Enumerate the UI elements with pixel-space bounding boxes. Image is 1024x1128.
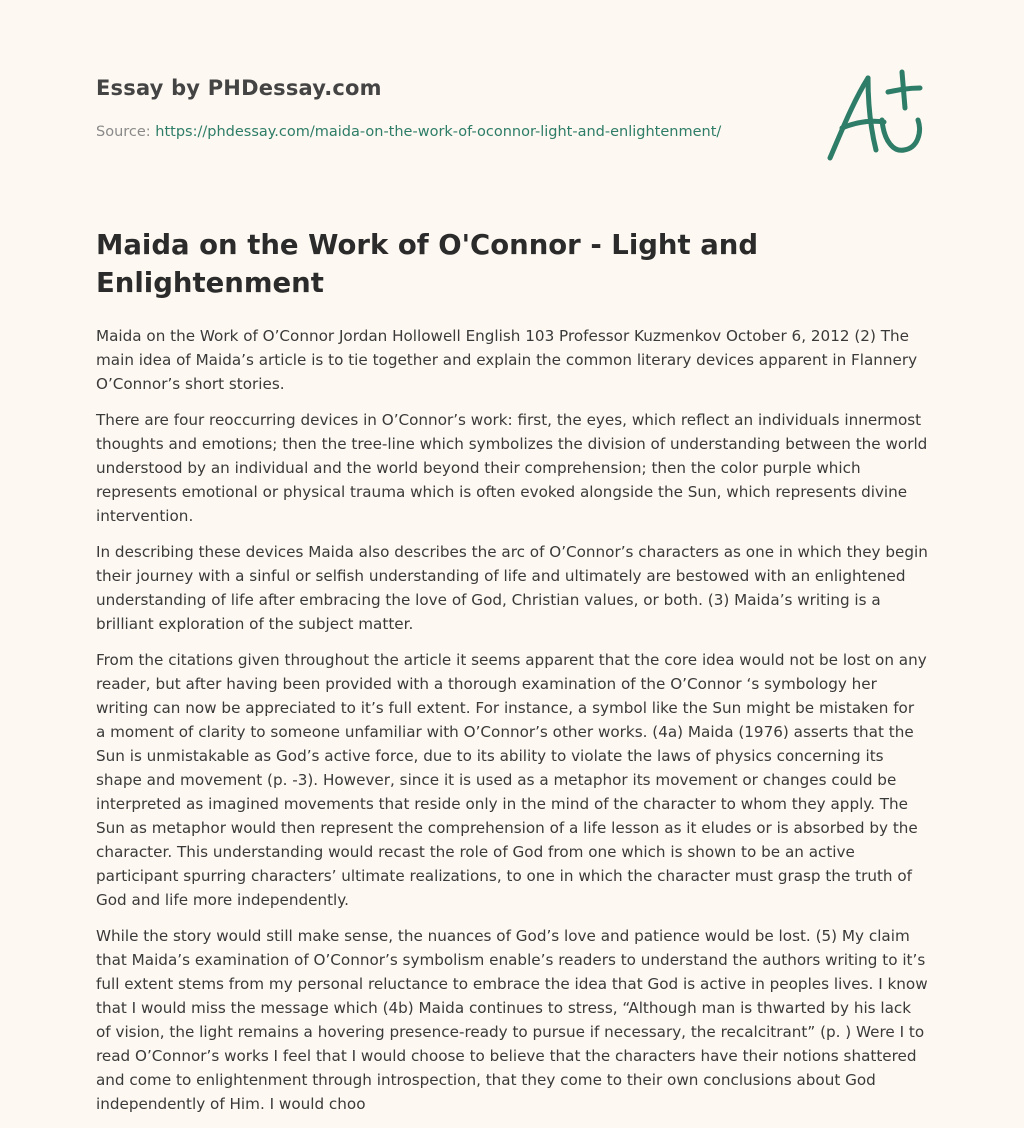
source-label: Source:: [96, 124, 156, 140]
article-body: [96, 324, 928, 1128]
article-paragraph: In describing these devices Maida also describes the arc of O’Connor’s characters as one in which they begin their journey with a sinful or selfish understanding of life and ultimately are bestowed with an enlightened understanding of life after embracing the love of God, Christian values, or both. (3) Maida’s writing is a brilliant exploration of the subject matter.: [96, 543, 928, 633]
source-link[interactable]: https://phdessay.com/maida-on-the-work-of-oconnor-light-and-enlightenment/: [155, 124, 722, 140]
article-paragraph: From the citations given throughout the article it seems apparent that the core idea would not be lost on any reader, but after having been provided with a thorough examination of the O’Connor ‘s symbology her writing can now be appreciated to it’s full extent. For instance, a symbol like the Sun might be mistaken for a moment of clarity to someone unfamiliar with O’Connor’s other works. (4a) Maida (1976) asserts that the Sun is unmistakable as God’s active force, due to its ability to violate the laws of physics concerning its shape and movement (p. -3). However, since it is used as a metaphor its movement or changes could be interpreted as imagined movements that reside only in the mind of the character to whom they apply. The Sun as metaphor would then represent the comprehension of a life lesson as it eludes or is absorbed by the character. This understanding would recast the role of God from one which is shown to be an active participant spurring characters’ ultimate realizations, to one in which the character must grasp the truth of God and life more independently.: [96, 651, 927, 909]
article-paragraph: There are four reoccurring devices in O’Connor’s work: first, the eyes, which reflect an individuals innermost thoughts and emotions; then the tree-line which symbolizes the division of understanding between the world understood by an individual and the world beyond their comprehension; then the color purple which represents emotional or physical trauma which is often evoked alongside the Sun, which represents divine intervention.: [96, 411, 928, 525]
article-paragraph: While the story would still make sense, the nuances of God’s love and patience would be lost. (5) My claim that Maida’s examination of O’Connor’s symbolism enable’s readers to understand the authors writing to it’s full extent stems from my personal reluctance to embrace the idea that God is active in peoples lives. I know that I would miss the message which (4b) Maida continues to stress, “Although man is thwarted by his lack of vision, the light remains a hovering presence-ready to pursue if necessary, the recalcitrant” (p. ) Were I to read O’Connor’s works I feel that I would choose to believe that the characters have their notions shattered and come to enlightenment through introspection, that they come to their own conclusions about God independently of Him. I would choo: [96, 927, 928, 1113]
article-title: Maida on the Work of O'Connor - Light and Enlightenment: [96, 229, 759, 299]
a-plus-logo-icon: [824, 66, 934, 166]
article-paragraph: Maida on the Work of O’Connor Jordan Hollowell English 103 Professor Kuzmenkov October 6, 2012 (2) The main idea of Maida’s article is to tie together and explain the common literary devices apparent in Flannery O’Connor’s short stories.: [96, 327, 918, 393]
source-line: [96, 124, 721, 140]
site-brand: Essay by PHDessay.com: [96, 76, 382, 100]
